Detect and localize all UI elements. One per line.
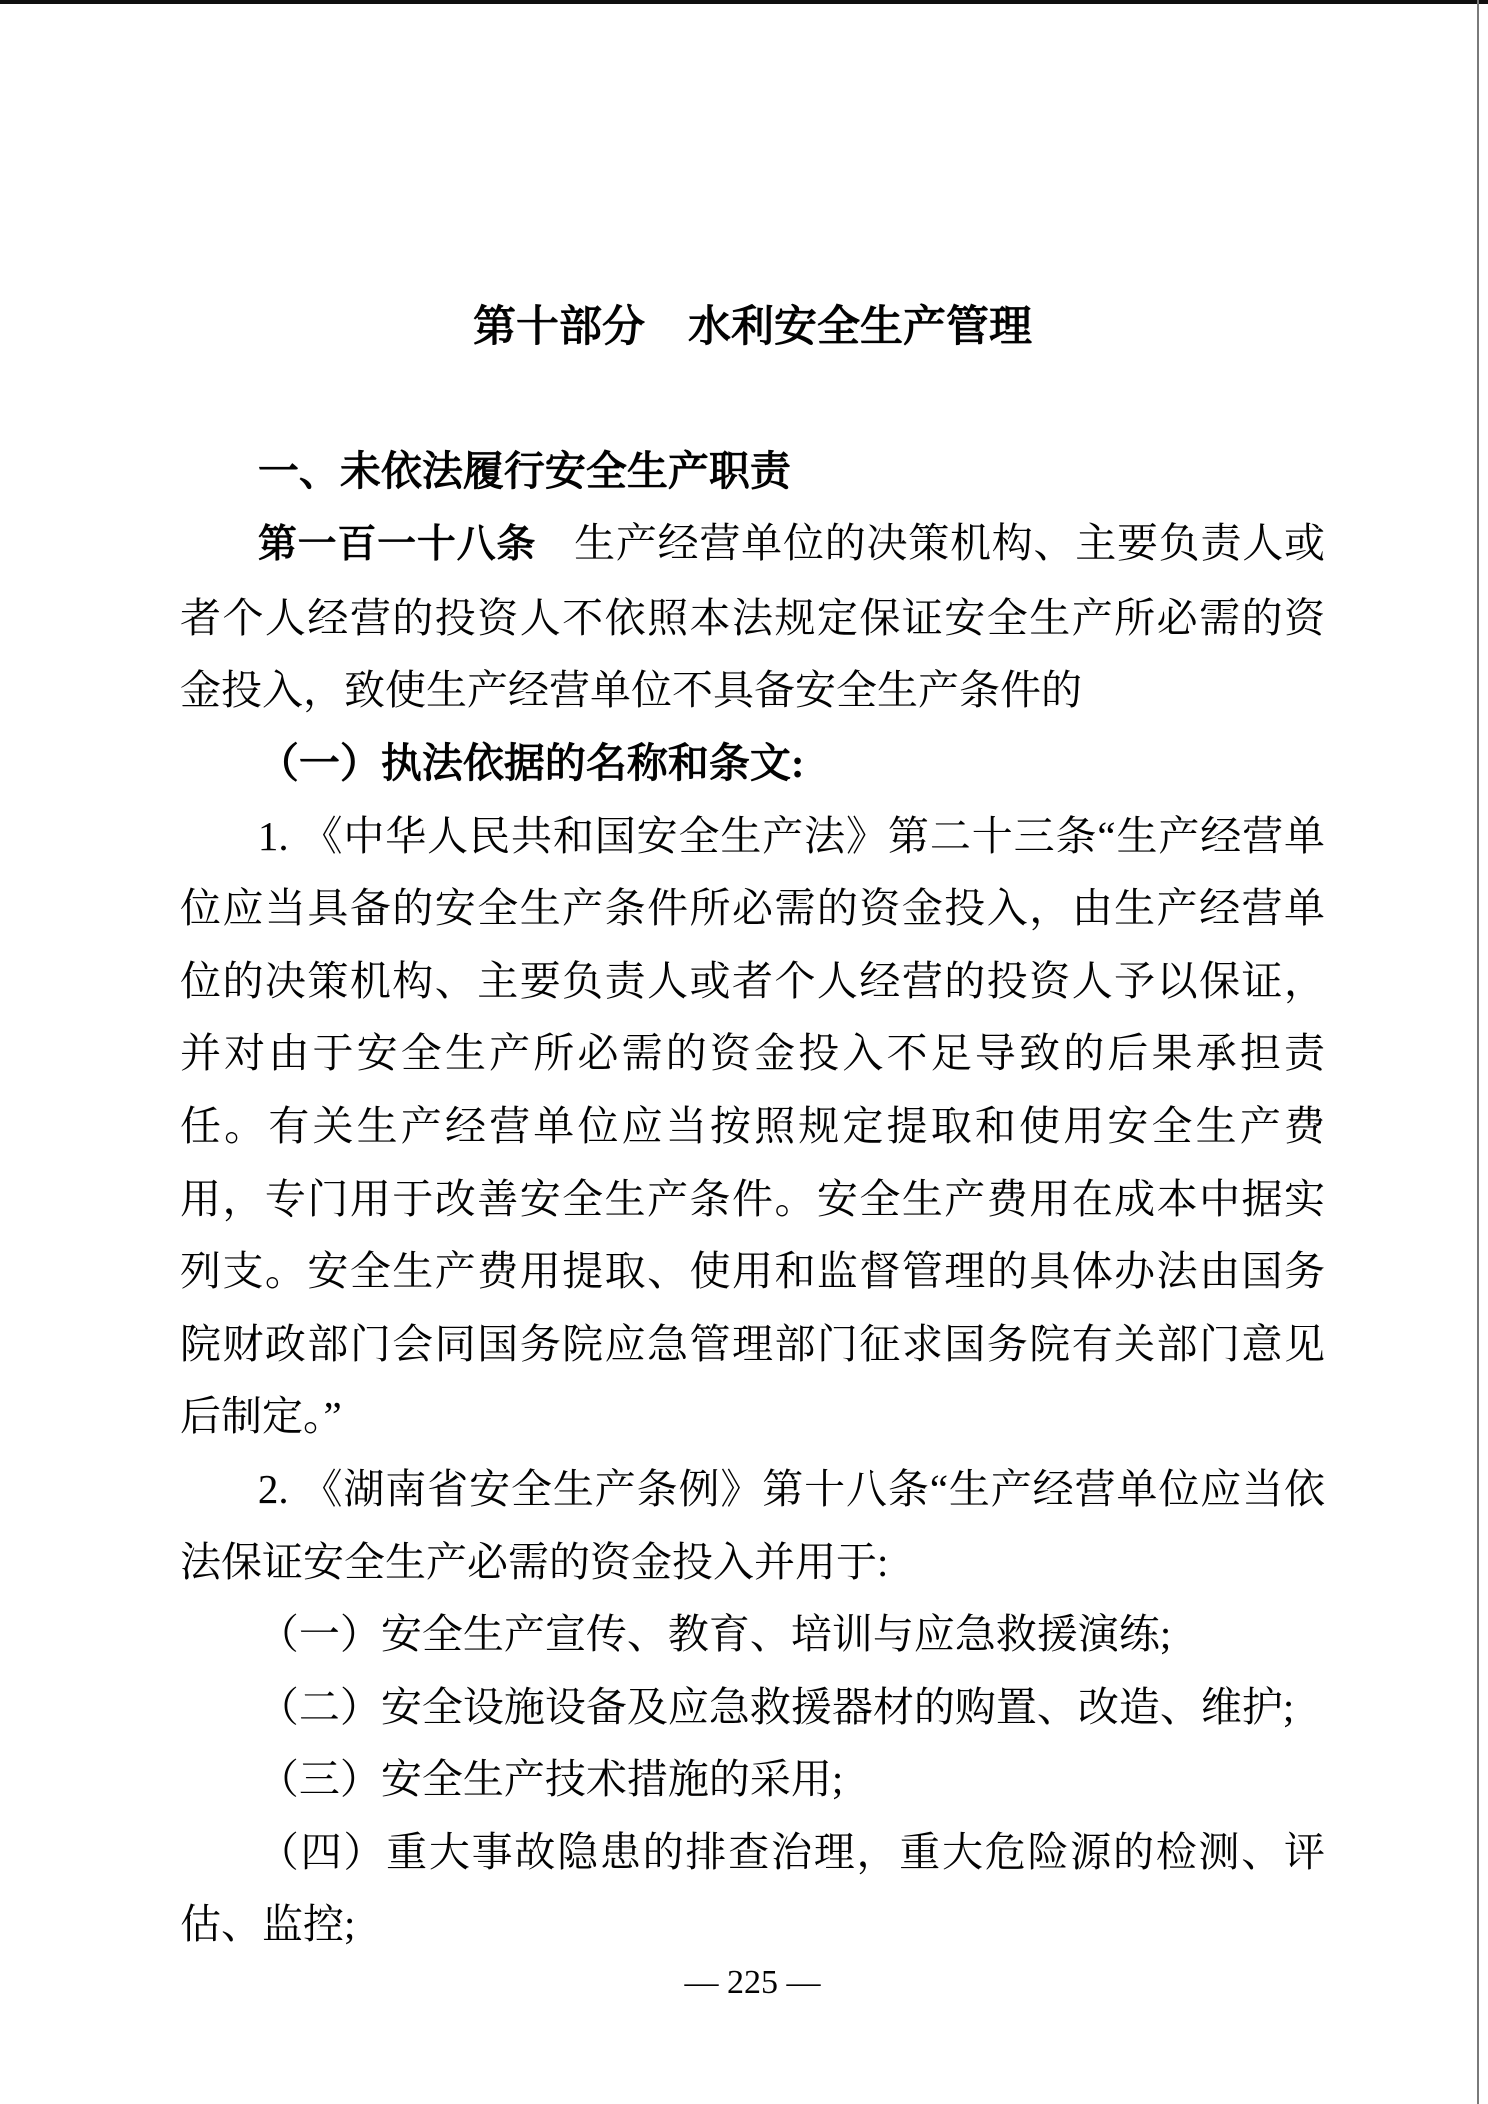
clause-1: （一）安全生产宣传、教育、培训与应急救援演练; — [257, 1611, 1172, 1658]
legal-item-1-text: 《中华人民共和国安全生产法》第二十三条“生产经营单位应当具备的安全生产条件所必需的资金投入，由生产经营单位的决策机构、主要负责人或者个人经营的投资人予以保证，并对由于安全生产所必需的资金投入不足导致的后果承担责任。有关生产经营单位应当按照规定提取和使用安全生产费用，专门用于改善安全生产条件。安全生产费用在成本中据实列支。安全生产费用提取、使用和监督管理的具体办法由国务院财政部门会同国务院应急管理部门征求国务院有关部门意见后制定。” — [180, 812, 1325, 1440]
clause-2: （二）安全设施设备及应急救援器材的购置、改造、维护; — [257, 1683, 1295, 1730]
legal-item-1-number: 1. — [257, 812, 289, 859]
page-content — [180, 0, 1325, 2005]
legal-item-1 — [180, 800, 1325, 1453]
legal-item-2-number: 2. — [257, 1465, 289, 1512]
clause-3: （三）安全生产技术措施的采用; — [257, 1756, 844, 1803]
scan-right-border — [1477, 0, 1479, 2104]
article-paragraph — [180, 507, 1325, 727]
page-title: 第十部分 水利安全生产管理 — [473, 303, 1032, 351]
section-heading: 一、未依法履行安全生产职责 — [257, 447, 791, 494]
page-number: — 225 — — [684, 1964, 821, 2002]
article-number-label: 第一百一十八条 — [257, 523, 537, 567]
legal-item-2-text: 《湖南省安全生产条例》第十八条“生产经营单位应当依法保证安全生产必需的资金投入并用于: — [180, 1465, 1325, 1585]
legal-item-2 — [180, 1453, 1325, 1598]
basis-heading: （一）执法依据的名称和条文: — [257, 739, 805, 786]
article-text: 生产经营单位的决策机构、主要负责人或者个人经营的投资人不依照本法规定保证安全生产所必需的资金投入，致使生产经营单位不具备安全生产条件的 — [180, 520, 1325, 714]
clause-4: （四）重大事故隐患的排查治理，重大危险源的检测、评估、监控; — [180, 1828, 1325, 1948]
